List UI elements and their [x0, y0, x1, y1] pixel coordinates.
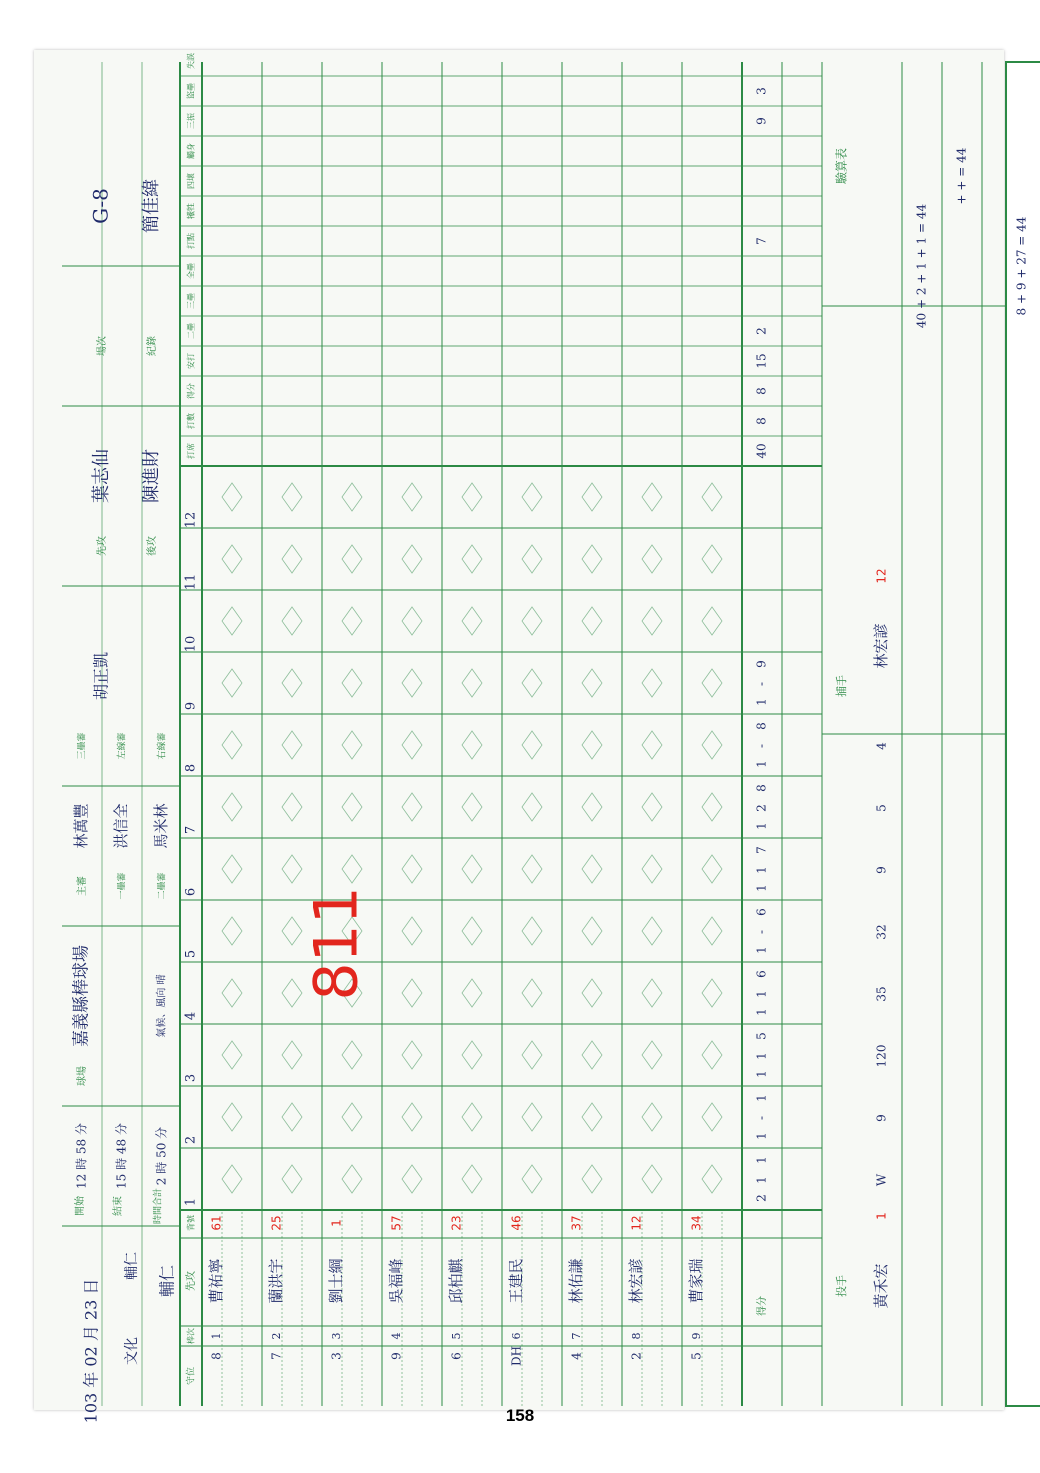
diamond	[222, 545, 242, 573]
col-number: 背號	[186, 1215, 196, 1231]
scoresheet-text	[72, 53, 1040, 1423]
team-right: 輔仁	[124, 1252, 140, 1280]
batter-name: 曹家瑞	[687, 1258, 705, 1304]
inning-header: 9	[183, 701, 199, 711]
diamond	[222, 483, 242, 511]
diamond	[462, 1165, 482, 1193]
away-label: 先攻	[97, 536, 108, 556]
diamond	[462, 855, 482, 883]
batter-position: 5	[689, 1352, 704, 1360]
diamond	[522, 1103, 542, 1131]
diamond	[642, 1103, 662, 1131]
total-time-label: 時間合計	[153, 1187, 164, 1225]
field-name: 嘉義縣棒球場	[71, 945, 92, 1047]
stat-header: 犧牲	[186, 203, 196, 219]
inning-hits: 1	[754, 822, 769, 830]
diamond	[642, 979, 662, 1007]
stat-header: 失誤	[186, 53, 196, 69]
stat-total: 2	[754, 327, 769, 335]
diamond	[582, 669, 602, 697]
diamond	[402, 855, 422, 883]
diamond	[282, 669, 302, 697]
inning-header: 6	[183, 887, 199, 897]
batter-position: 2	[629, 1352, 644, 1360]
stat-header: 打數	[186, 413, 196, 429]
diamond	[402, 917, 422, 945]
inning-header: 2	[183, 1135, 199, 1145]
stat-header: 安打	[186, 353, 196, 369]
diamond	[702, 607, 722, 635]
catcher-number: 12	[874, 568, 889, 584]
inning-hits: 1	[754, 946, 769, 954]
stat-total: 40	[754, 443, 769, 459]
diamond	[222, 731, 242, 759]
diamond	[522, 483, 542, 511]
stat-total: 15	[754, 353, 769, 369]
inning-header: 8	[183, 763, 199, 773]
inning-hits: 2	[754, 1194, 769, 1202]
diamond	[342, 855, 362, 883]
diamond	[402, 731, 422, 759]
diamond	[462, 607, 482, 635]
stat-total: 8	[754, 387, 769, 395]
batter-number: 34	[689, 1215, 704, 1231]
inning-header: 12	[183, 511, 199, 529]
batter-name: 曹祐寧	[207, 1258, 225, 1304]
diamond	[282, 545, 302, 573]
col-player: 先攻	[186, 1271, 197, 1291]
diamond	[222, 917, 242, 945]
inning-header: 5	[183, 949, 199, 959]
diamond	[222, 1165, 242, 1193]
inning-runs: 1	[754, 1176, 769, 1184]
pitcher-stat: 35	[874, 986, 889, 1002]
diamond	[582, 917, 602, 945]
diamond	[522, 1165, 542, 1193]
diamond	[522, 545, 542, 573]
batting-order: 4	[390, 1332, 403, 1340]
diamond	[582, 545, 602, 573]
diamond	[222, 669, 242, 697]
diamond	[402, 1041, 422, 1069]
diamond	[462, 731, 482, 759]
batter-position: 4	[569, 1352, 584, 1360]
batter-name: 劉士綱	[327, 1258, 345, 1304]
inning-cumulative: 1	[754, 1156, 769, 1164]
diamond	[642, 607, 662, 635]
stat-header: 打點	[186, 233, 196, 249]
batter-number: 46	[509, 1215, 524, 1231]
pitcher-name: 黃禾宏	[872, 1263, 890, 1309]
batting-team: 輔仁	[157, 1264, 177, 1298]
diamond	[702, 731, 722, 759]
diamond	[642, 545, 662, 573]
diamond	[462, 793, 482, 821]
third-umpire: 胡正凱	[91, 651, 111, 701]
diamond	[342, 1165, 362, 1193]
diamond	[462, 979, 482, 1007]
pitcher-stat: 9	[874, 1114, 889, 1122]
diamond	[402, 979, 422, 1007]
batter-number: 57	[389, 1215, 404, 1231]
pitchers-label: 投手	[835, 1275, 848, 1297]
third-umpire-label: 三壘審	[77, 732, 88, 760]
diamond	[342, 731, 362, 759]
runs-label: 得分	[757, 1296, 768, 1316]
inning-cumulative: 6	[754, 970, 769, 978]
inning-runs: -	[754, 929, 769, 935]
batting-order: 3	[330, 1332, 343, 1340]
diamond	[702, 545, 722, 573]
home-label: 後攻	[147, 536, 158, 556]
batting-order: 9	[690, 1332, 703, 1340]
pitcher-stat: 9	[874, 866, 889, 874]
batter-number: 1	[329, 1219, 344, 1227]
diamond	[522, 855, 542, 883]
batting-order: 2	[270, 1332, 283, 1340]
batting-order: 8	[630, 1332, 643, 1340]
diamond	[642, 917, 662, 945]
diamond	[402, 607, 422, 635]
inning-cumulative: 8	[754, 722, 769, 730]
diamond	[582, 607, 602, 635]
start-label: 開始	[75, 1196, 86, 1216]
pitcher-number: 1	[874, 1212, 889, 1220]
diamond	[522, 917, 542, 945]
diamond	[402, 545, 422, 573]
inning-header: 11	[183, 573, 199, 591]
diamond	[282, 979, 302, 1007]
pitcher-stat: W	[874, 1173, 889, 1187]
diamond	[582, 1041, 602, 1069]
diamond	[402, 1103, 422, 1131]
pitcher-stat: 5	[874, 804, 889, 812]
batter-number: 12	[629, 1215, 644, 1231]
diamond	[702, 1103, 722, 1131]
diamond	[402, 1165, 422, 1193]
diamond	[462, 1103, 482, 1131]
diamond	[702, 855, 722, 883]
diamond	[702, 979, 722, 1007]
inning-hits: 1	[754, 1070, 769, 1078]
diamond	[282, 793, 302, 821]
inning-header: 3	[183, 1073, 199, 1083]
diamond	[342, 1041, 362, 1069]
summary-row-1: 40 + 2 + 1 + 1 = 44	[914, 203, 929, 329]
diamond	[282, 917, 302, 945]
inning-cumulative: 5	[754, 1032, 769, 1040]
diamond	[402, 669, 422, 697]
diamond	[702, 1165, 722, 1193]
batter-position: 9	[389, 1352, 404, 1360]
inning-header: 4	[183, 1011, 199, 1021]
batter-number: 25	[269, 1215, 284, 1231]
stat-header: 二壘	[186, 323, 196, 339]
stat-header: 盜壘	[186, 83, 196, 99]
end-label: 結束	[113, 1196, 124, 1216]
diamond	[342, 483, 362, 511]
batting-order: 5	[450, 1332, 463, 1340]
batter-name: 林佑謙	[567, 1258, 585, 1304]
diamond	[642, 855, 662, 883]
diamond	[222, 607, 242, 635]
diamond	[522, 731, 542, 759]
stat-total: 9	[754, 117, 769, 125]
inning-cumulative: 6	[754, 908, 769, 916]
stat-total: 8	[754, 417, 769, 425]
game-no-label: 場次	[97, 336, 108, 356]
diamond	[522, 1041, 542, 1069]
col-pos: 守位	[186, 1366, 197, 1386]
diamond	[282, 1103, 302, 1131]
diamond	[642, 669, 662, 697]
diamond	[582, 793, 602, 821]
diamond	[402, 483, 422, 511]
chief-umpire-label: 主審	[77, 876, 88, 896]
diamond	[222, 855, 242, 883]
pitcher-stat: 32	[874, 924, 889, 940]
diamond	[522, 669, 542, 697]
diamond	[222, 1041, 242, 1069]
diamond	[462, 1041, 482, 1069]
summary-row-3: 8 + 9 + 27 = 44	[1014, 216, 1029, 316]
diamond	[342, 607, 362, 635]
inning-header: 10	[183, 635, 199, 653]
diamond	[582, 1103, 602, 1131]
stat-header: 三振	[186, 113, 196, 129]
inning-hits: 1	[754, 884, 769, 892]
diamond	[642, 793, 662, 821]
inning-runs: 1	[754, 866, 769, 874]
diamond	[582, 483, 602, 511]
batting-order: 6	[510, 1332, 523, 1340]
batter-position: 6	[449, 1352, 464, 1360]
second-umpire-label: 二壘審	[157, 872, 168, 900]
team-left: 文化	[124, 1337, 140, 1365]
diamond	[702, 917, 722, 945]
inning-runs: 1	[754, 990, 769, 998]
stat-header: 得分	[186, 383, 196, 399]
stat-header: 觸身	[186, 143, 196, 159]
inning-cumulative: 9	[754, 660, 769, 668]
diamond	[702, 483, 722, 511]
batting-order: 7	[570, 1332, 583, 1340]
batter-position: 7	[269, 1352, 284, 1360]
summary-row-2: + + = 44	[954, 147, 969, 205]
chief-umpire: 林萬豐	[72, 803, 90, 849]
diamond	[522, 979, 542, 1007]
diamond	[462, 669, 482, 697]
stat-header: 全壘	[186, 263, 196, 279]
game-date: 103 年 02 月 23 日	[81, 1278, 101, 1424]
catcher-label: 捕手	[835, 675, 848, 697]
batter-name: 王建民	[507, 1258, 525, 1304]
diamond	[462, 545, 482, 573]
inning-runs: -	[754, 1115, 769, 1121]
inning-runs: -	[754, 743, 769, 749]
diamond	[342, 1103, 362, 1131]
inning-cumulative: 1	[754, 1094, 769, 1102]
inning-hits: 1	[754, 698, 769, 706]
batter-position: 8	[209, 1352, 224, 1360]
diamond	[402, 793, 422, 821]
right-umpire-label: 右線審	[157, 732, 168, 760]
page-number: 158	[505, 1406, 535, 1425]
stat-header: 打席	[186, 443, 196, 459]
stat-header: 四壞	[186, 173, 196, 189]
batter-name: 蘭洪宇	[267, 1258, 285, 1304]
diamond	[342, 669, 362, 697]
inning-runs: 2	[754, 804, 769, 812]
stat-total: 3	[754, 87, 769, 95]
diamond	[642, 483, 662, 511]
batter-position: DH	[509, 1345, 524, 1367]
game-no: G-8	[88, 188, 113, 224]
batter-name: 林宏諺	[627, 1258, 645, 1304]
stat-total: 7	[754, 237, 769, 245]
second-umpire: 馬米林	[152, 803, 170, 849]
diamond	[462, 483, 482, 511]
batter-number: 23	[449, 1215, 464, 1231]
inning-hits: 1	[754, 760, 769, 768]
diamond	[642, 731, 662, 759]
col-order: 棒次	[186, 1328, 196, 1344]
first-umpire: 洪信全	[112, 803, 130, 849]
diamond	[222, 793, 242, 821]
diamond	[282, 731, 302, 759]
inning-header: 7	[183, 825, 199, 835]
diamond	[282, 607, 302, 635]
diamond	[282, 1041, 302, 1069]
inning-cumulative: 7	[754, 846, 769, 854]
diamond	[522, 793, 542, 821]
home-coach: 陳進財	[141, 449, 162, 503]
diamond	[582, 731, 602, 759]
diamond	[222, 979, 242, 1007]
left-umpire-label: 左線審	[117, 732, 128, 760]
total-time: 2 時 50 分	[154, 1126, 169, 1186]
pitcher-stat: 4	[874, 742, 889, 750]
diamond	[642, 1165, 662, 1193]
inning-header: 1	[183, 1197, 199, 1207]
inning-cumulative: 8	[754, 784, 769, 792]
summary-label: 驗算表	[834, 147, 849, 185]
diamond	[342, 545, 362, 573]
diamond	[222, 1103, 242, 1131]
first-umpire-label: 一壘審	[117, 872, 128, 900]
batting-order: 1	[210, 1332, 223, 1340]
inning-hits: 1	[754, 1132, 769, 1140]
pitcher-stat: 120	[874, 1044, 889, 1068]
inning-hits: 1	[754, 1008, 769, 1016]
stat-header: 三壘	[186, 293, 196, 309]
batter-number: 37	[569, 1215, 584, 1231]
diamond	[462, 917, 482, 945]
diamond	[642, 1041, 662, 1069]
away-coach: 葉志仙	[91, 449, 112, 503]
big-score: 811	[301, 886, 372, 1001]
diamond	[582, 1165, 602, 1193]
diamond	[702, 669, 722, 697]
field-label: 球場	[77, 1066, 88, 1086]
diamond	[282, 1165, 302, 1193]
start-time: 12 時 58 分	[74, 1123, 89, 1189]
diamond	[702, 1041, 722, 1069]
diamond	[522, 607, 542, 635]
catcher-name: 林宏諺	[872, 623, 890, 669]
end-time: 15 時 48 分	[114, 1123, 129, 1189]
batter-name: 邱柏麒	[447, 1258, 465, 1304]
batter-number: 61	[209, 1215, 224, 1231]
diamond	[582, 979, 602, 1007]
diamond	[282, 483, 302, 511]
grid-lines	[62, 62, 1040, 1406]
inning-runs: -	[754, 681, 769, 687]
diamond	[282, 855, 302, 883]
recorder-label: 紀錄	[147, 336, 158, 356]
batter-name: 吳福峰	[387, 1258, 405, 1304]
diamond	[702, 793, 722, 821]
recorder: 簡佳緯	[141, 179, 162, 233]
inning-runs: 1	[754, 1052, 769, 1060]
weather: 氣候、風向 晴	[156, 974, 168, 1038]
diamond	[342, 793, 362, 821]
batter-position: 3	[329, 1352, 344, 1360]
diamond	[582, 855, 602, 883]
